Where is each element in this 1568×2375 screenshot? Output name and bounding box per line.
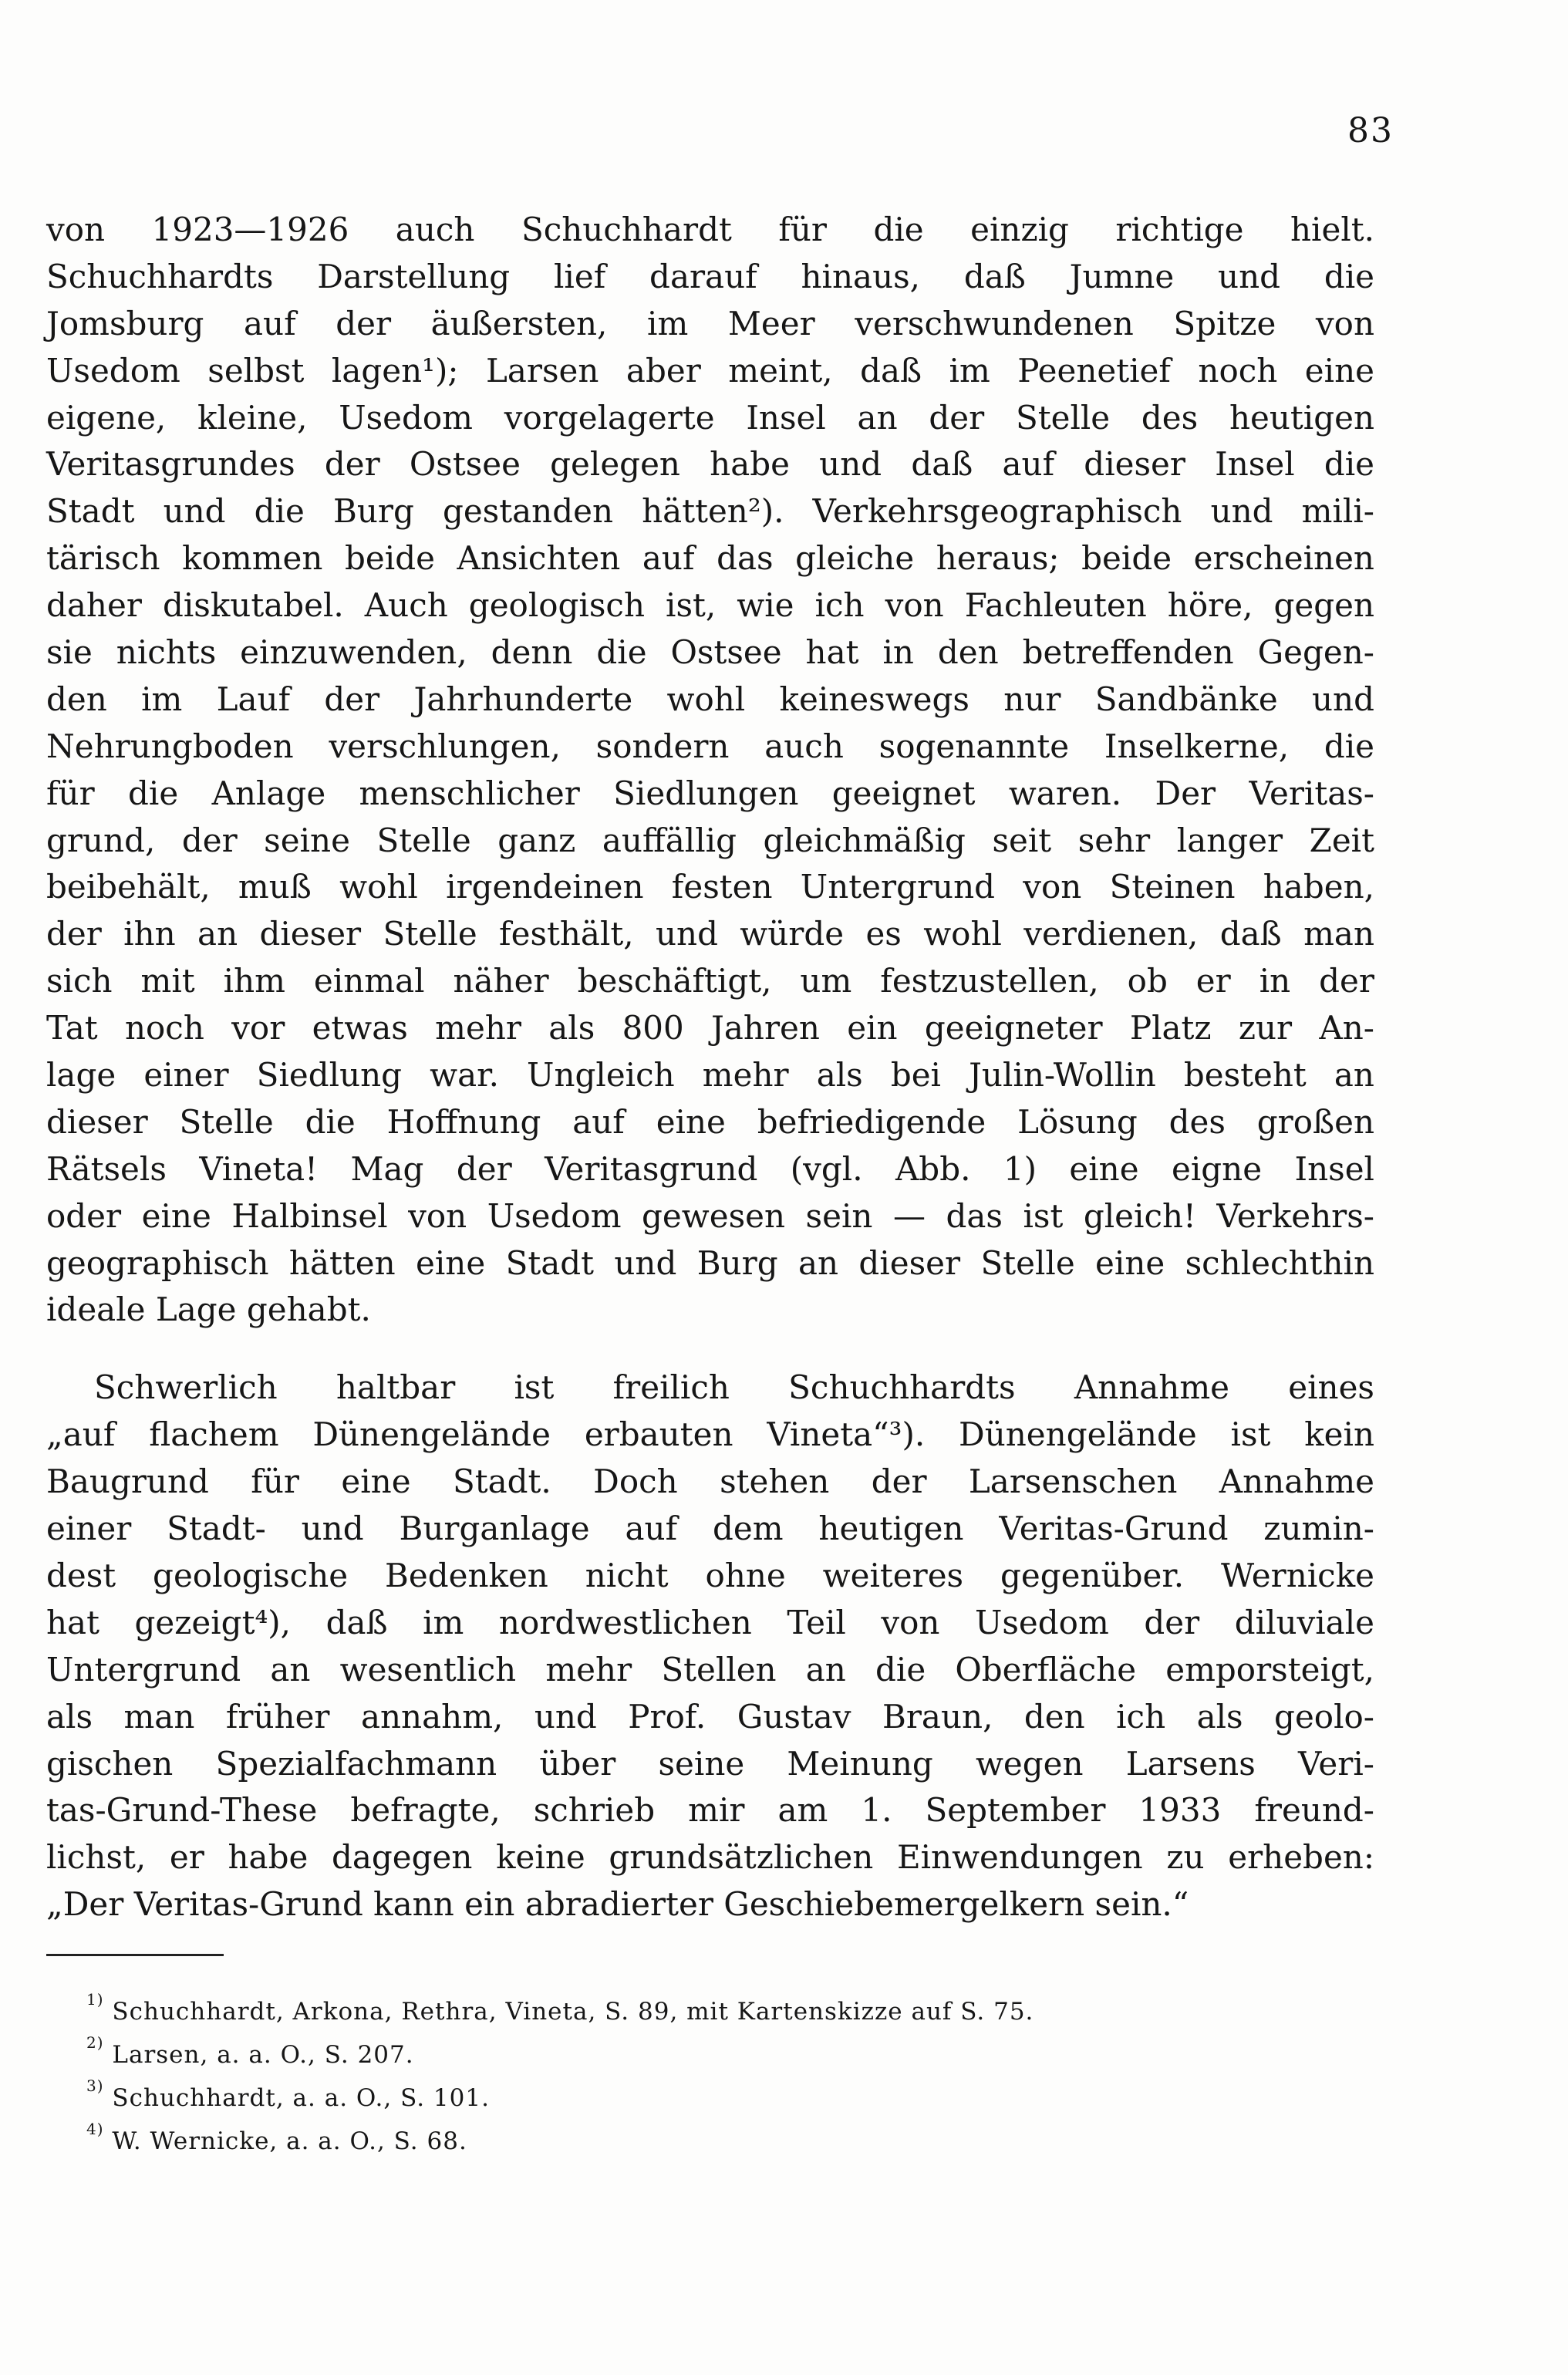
text-line: gischen Spezialfachmann über seine Meinung wegen Larsens Veri-	[46, 1744, 1374, 1783]
footnote-text: W. Wernicke, a. a. O., S. 68.	[112, 2127, 467, 2155]
text-line: „Der Veritas-Grund kann ein abradierter Geschiebemergelkern sein.“	[46, 1885, 1189, 1924]
footnote	[86, 1990, 1320, 2033]
text-line: geographisch hätten eine Stadt und Burg an dieser Stelle eine schlechthin	[46, 1243, 1374, 1282]
footnote-divider	[46, 1954, 224, 1956]
text-line: Nehrungboden verschlungen, sondern auch sogenannte Inselkerne, die	[46, 727, 1374, 765]
footnote-text: Larsen, a. a. O., S. 207.	[112, 2041, 414, 2069]
text-line: Usedom selbst lagen¹); Larsen aber meint, daß im Peenetief noch eine	[46, 351, 1374, 390]
text-line: lage einer Siedlung war. Ungleich mehr als bei Julin-Wollin besteht an	[46, 1056, 1374, 1095]
text-line: als man früher annahm, und Prof. Gustav Braun, den ich als geolo-	[46, 1697, 1374, 1736]
text-line: lichst, er habe dagegen keine grundsätzlichen Einwendungen zu erheben:	[46, 1838, 1374, 1877]
text-line: „auf flachem Dünengelände erbauten Vineta“³). Dünengelände ist kein	[46, 1415, 1374, 1454]
text-line: dest geologische Bedenken nicht ohne weiteres gegenüber. Wernicke	[46, 1556, 1374, 1594]
text-line: für die Anlage menschlicher Siedlungen geeignet waren. Der Veritas-	[46, 774, 1374, 812]
page-number: 83	[1347, 111, 1394, 150]
text-line: Rätsels Vineta! Mag der Veritasgrund (vgl. Abb. 1) eine eigne Insel	[46, 1149, 1374, 1188]
text-line: Untergrund an wesentlich mehr Stellen an die Oberfläche emporsteigt,	[46, 1650, 1374, 1688]
footnote-mark: 1)	[86, 1989, 104, 2009]
text-line: hat gezeigt⁴), daß im nordwestlichen Teil von Usedom der diluviale	[46, 1603, 1374, 1641]
footnote-text: Schuchhardt, Arkona, Rethra, Vineta, S. 89, mit Kartenskizze auf S. 75.	[112, 1998, 1034, 2026]
footnote-text: Schuchhardt, a. a. O., S. 101.	[112, 2084, 490, 2112]
text-line: den im Lauf der Jahrhunderte wohl keineswegs nur Sandbänke und	[46, 680, 1374, 718]
text-line: daher diskutabel. Auch geologisch ist, wie ich von Fachleuten höre, gegen	[46, 586, 1374, 625]
footnote-mark: 4)	[86, 2119, 104, 2138]
footnotes	[86, 1990, 1320, 2163]
body-text	[46, 207, 1374, 1928]
text-line: grund, der seine Stelle ganz auffällig gleichmäßig seit sehr langer Zeit	[46, 821, 1374, 859]
text-line: dieser Stelle die Hoffnung auf eine befriedigende Lösung des großen	[46, 1102, 1374, 1141]
text-line: eigene, kleine, Usedom vorgelagerte Insel an der Stelle des heutigen	[46, 398, 1374, 437]
text-line: Stadt und die Burg gestanden hätten²). Verkehrsgeographisch und mili-	[46, 492, 1374, 531]
footnote	[86, 2120, 1320, 2163]
footnote-mark: 2)	[86, 2033, 104, 2052]
footnote-mark: 3)	[86, 2076, 104, 2095]
text-line: ideale Lage gehabt.	[46, 1290, 371, 1329]
footnote	[86, 2033, 1320, 2076]
paragraph	[46, 207, 1374, 1334]
text-line: sich mit ihm einmal näher beschäftigt, um festzustellen, ob er in der	[46, 962, 1374, 1000]
text-line: beibehält, muß wohl irgendeinen festen Untergrund von Steinen haben,	[46, 868, 1374, 906]
text-line: Tat noch vor etwas mehr als 800 Jahren ein geeigneter Platz zur An-	[46, 1009, 1374, 1047]
text-line: der ihn an dieser Stelle festhält, und würde es wohl verdienen, daß man	[46, 915, 1374, 953]
text-line: einer Stadt- und Burganlage auf dem heutigen Veritas-Grund zumin-	[46, 1510, 1374, 1548]
text-line: von 1923—1926 auch Schuchhardt für die einzig richtige hielt.	[46, 211, 1374, 248]
text-line: Jomsburg auf der äußersten, im Meer verschwundenen Spitze von	[46, 304, 1374, 342]
text-line: Schwerlich haltbar ist freilich Schuchhardts Annahme eines	[94, 1368, 1374, 1407]
text-line: sie nichts einzuwenden, denn die Ostsee hat in den betreffenden Gegen-	[46, 633, 1374, 672]
text-line: tas-Grund-These befragte, schrieb mir am 1. September 1933 freund-	[46, 1791, 1374, 1830]
footnote	[86, 2076, 1320, 2120]
text-line: Veritasgrundes der Ostsee gelegen habe und daß auf dieser Insel die	[46, 445, 1374, 484]
text-line: Schuchhardts Darstellung lief darauf hinaus, daß Jumne und die	[46, 257, 1374, 295]
paragraph	[46, 1365, 1374, 1928]
text-line: tärisch kommen beide Ansichten auf das gleiche heraus; beide erscheinen	[46, 539, 1374, 578]
text-line: Baugrund für eine Stadt. Doch stehen der Larsenschen Annahme	[46, 1462, 1374, 1501]
text-line: oder eine Halbinsel von Usedom gewesen sein — das ist gleich! Verkehrs-	[46, 1196, 1374, 1235]
